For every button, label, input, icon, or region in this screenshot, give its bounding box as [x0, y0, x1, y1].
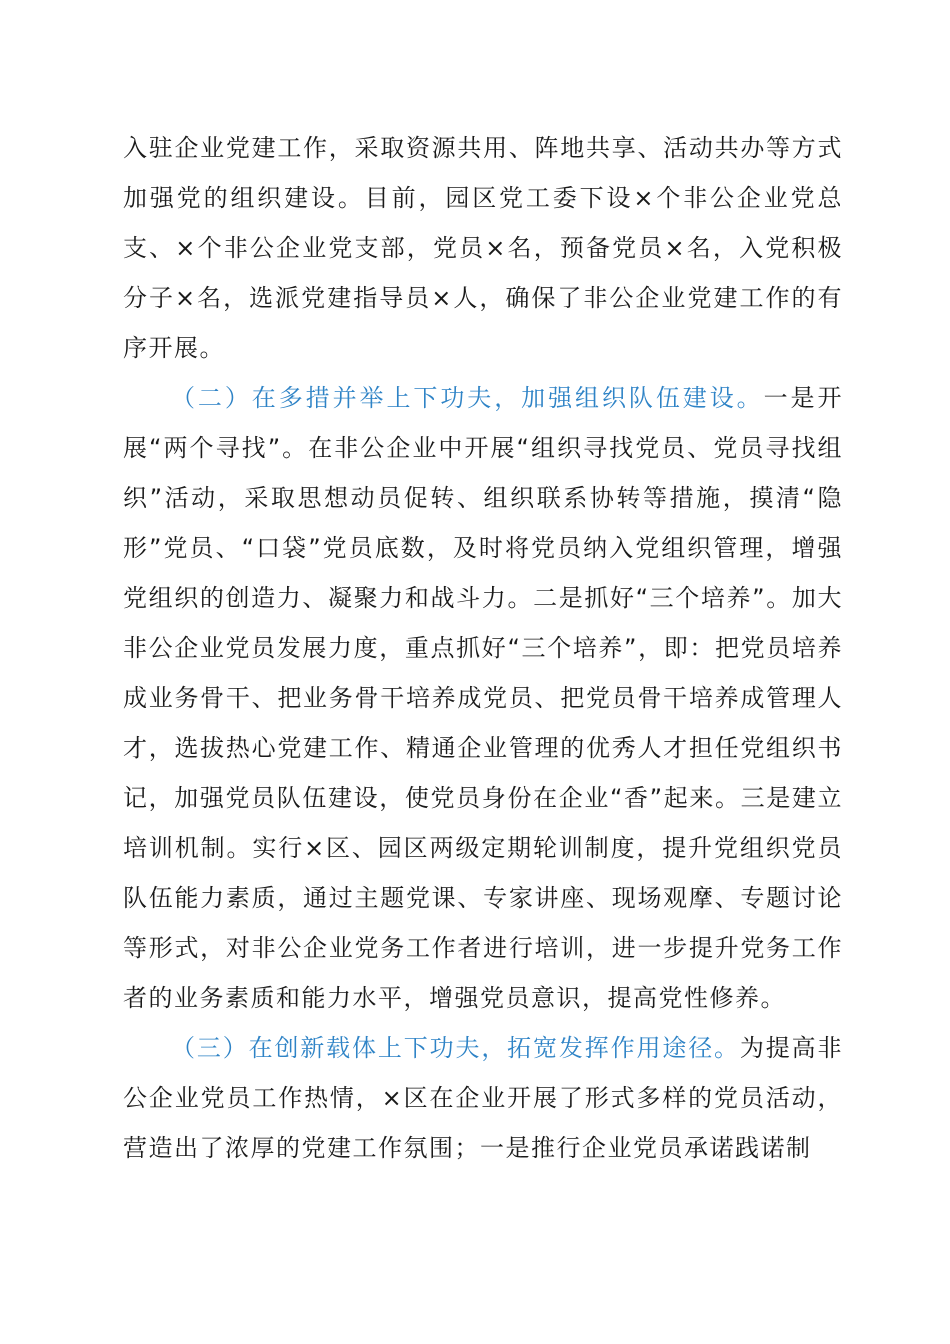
section-heading-3: （三）在创新载体上下功夫，拓宽发挥作用途径。 — [171, 1034, 740, 1062]
paragraph-2-text: 一是开展“两个寻找”。在非公企业中开展“组织寻找党员、党员寻找组织”活动，采取思想动员促转、组织联系协转等措施，摸清“隐形”党员、“口袋”党员底数，及时将党员纳入党组织管理，增强党组织的创造力、凝聚力和战斗力。二是抓好“三个培养”。加大非公企业党员发展力度，重点抓好“三个培养”，即：把党员培养成业务骨干、把业务骨干培养成党员、把党员骨干培养成管理人才，选拔热心党建工作、精通企业管理的优秀人才担任党组织书记，加强党员队伍建设，使党员身份在企业“香”起来。三是建立培训机制。实行×区、园区两级定期轮训制度，提升党组织党员队伍能力素质，通过主题党课、专家讲座、现场观摩、专题讨论等形式，对非公企业党务工作者进行培训，进一步提升党务工作者的业务素质和能力水平，增强党员意识，提高党性修养。 — [123, 384, 843, 1012]
paragraph-1-text: 入驻企业党建工作，采取资源共用、阵地共享、活动共办等方式加强党的组织建设。目前，园区党工委下设×个非公企业党总支、×个非公企业党支部，党员×名，预备党员×名，入党积极分子×名，选派党建指导员×人，确保了非公企业党建工作的有序开展。 — [123, 134, 843, 362]
section-heading-2: （二）在多措并举上下功夫，加强组织队伍建设。 — [171, 384, 764, 412]
document-body — [123, 123, 843, 1173]
paragraph-3-text: 为提高非公企业党员工作热情，×区在企业开展了形式多样的党员活动，营造出了浓厚的党建工作氛围；一是推行企业党员承诺践诺制 — [123, 1034, 844, 1162]
paragraph-3 — [123, 1023, 843, 1173]
paragraph-1 — [123, 123, 843, 373]
paragraph-2 — [123, 373, 843, 1023]
